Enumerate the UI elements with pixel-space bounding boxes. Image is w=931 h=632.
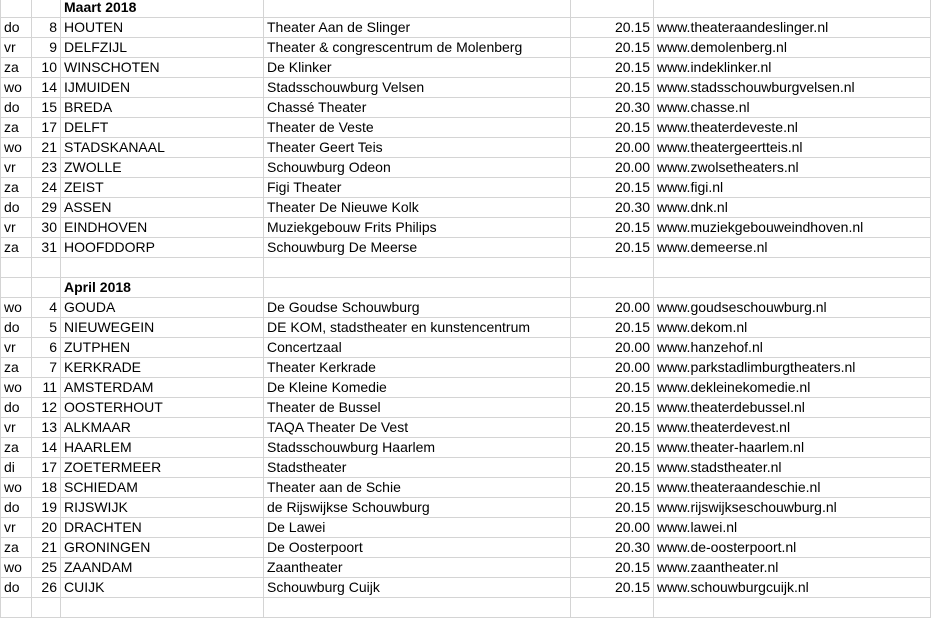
table-row [1,578,931,598]
table-row [1,378,931,398]
cell-weekday[interactable]: za [1,58,32,78]
cell-time[interactable]: 20.30 [571,98,654,118]
table-row [1,398,931,418]
cell-website[interactable]: www.theatergeertteis.nl [654,138,931,158]
cell-city[interactable]: ZWOLLE [61,158,264,178]
cell-weekday[interactable]: vr [1,338,32,358]
cell-website[interactable]: www.hanzehof.nl [654,338,931,358]
cell-time-empty[interactable] [571,258,654,278]
cell-venue[interactable]: de Rijswijkse Schouwburg [264,498,571,518]
cell-city[interactable]: HOUTEN [61,18,264,38]
cell-weekday[interactable]: di [1,458,32,478]
cell-website[interactable]: www.rijswijkseschouwburg.nl [654,498,931,518]
cell-time[interactable]: 20.15 [571,18,654,38]
cell-city-empty[interactable] [61,598,264,618]
cell-venue[interactable]: TAQA Theater De Vest [264,418,571,438]
cell-website[interactable]: www.schouwburgcuijk.nl [654,578,931,598]
cell-weekday[interactable]: za [1,358,32,378]
cell-time-empty[interactable] [571,278,654,298]
cell-date[interactable]: 9 [32,38,61,58]
cell-date-empty[interactable] [32,258,61,278]
month-title[interactable]: Maart 2018 [61,0,264,18]
cell-date-empty[interactable] [32,278,61,298]
table-row [1,158,931,178]
cell-time[interactable]: 20.15 [571,578,654,598]
month-header-row [1,278,931,298]
cell-website[interactable]: www.goudseschouwburg.nl [654,298,931,318]
cell-weekday[interactable]: vr [1,518,32,538]
cell-website[interactable]: www.demeerse.nl [654,238,931,258]
trailing-empty-row [1,598,931,618]
cell-time[interactable]: 20.15 [571,478,654,498]
cell-time[interactable]: 20.30 [571,198,654,218]
table-row [1,238,931,258]
cell-time[interactable]: 20.00 [571,158,654,178]
cell-weekday[interactable]: za [1,238,32,258]
cell-time[interactable]: 20.15 [571,238,654,258]
cell-venue[interactable]: Stadstheater [264,458,571,478]
cell-venue-empty[interactable] [264,278,571,298]
cell-city[interactable]: DELFZIJL [61,38,264,58]
cell-city[interactable]: CUIJK [61,578,264,598]
cell-city[interactable]: SCHIEDAM [61,478,264,498]
table-row [1,458,931,478]
table-row [1,318,931,338]
cell-website[interactable]: www.theater-haarlem.nl [654,438,931,458]
cell-weekday[interactable]: vr [1,38,32,58]
cell-city[interactable]: GRONINGEN [61,538,264,558]
cell-city-empty[interactable] [61,258,264,278]
cell-venue[interactable]: Theater Aan de Slinger [264,18,571,38]
cell-venue[interactable]: Theater & congrescentrum de Molenberg [264,38,571,58]
cell-website[interactable]: www.theaterdeveste.nl [654,118,931,138]
cell-venue[interactable]: DE KOM, stadstheater en kunstencentrum [264,318,571,338]
cell-weekday[interactable]: za [1,538,32,558]
cell-time[interactable]: 20.15 [571,418,654,438]
cell-venue[interactable]: Schouwburg Cuijk [264,578,571,598]
cell-city[interactable]: WINSCHOTEN [61,58,264,78]
table-row [1,418,931,438]
cell-venue[interactable]: Stadsschouwburg Velsen [264,78,571,98]
cell-website[interactable]: www.dekleinekomedie.nl [654,378,931,398]
table-row [1,338,931,358]
cell-website[interactable]: www.theaterdebussel.nl [654,398,931,418]
cell-city[interactable]: KERKRADE [61,358,264,378]
cell-city[interactable]: ZAANDAM [61,558,264,578]
cell-website[interactable]: www.demolenberg.nl [654,38,931,58]
cell-date[interactable]: 31 [32,238,61,258]
cell-time[interactable]: 20.30 [571,538,654,558]
cell-date[interactable]: 7 [32,358,61,378]
cell-weekday[interactable]: wo [1,478,32,498]
cell-website[interactable]: www.chasse.nl [654,98,931,118]
cell-venue-empty[interactable] [264,258,571,278]
cell-venue[interactable]: Muziekgebouw Frits Philips [264,218,571,238]
cell-time-empty[interactable] [571,0,654,18]
cell-city[interactable]: STADSKANAAL [61,138,264,158]
spacer-row [1,258,931,278]
cell-weekday[interactable]: vr [1,218,32,238]
cell-date[interactable]: 12 [32,398,61,418]
cell-date[interactable]: 30 [32,218,61,238]
cell-time[interactable]: 20.15 [571,78,654,98]
cell-date[interactable]: 23 [32,158,61,178]
cell-city[interactable]: DELFT [61,118,264,138]
table-row [1,138,931,158]
cell-city[interactable]: ZUTPHEN [61,338,264,358]
table-row [1,58,931,78]
cell-venue[interactable]: De Lawei [264,518,571,538]
cell-city[interactable]: NIEUWEGEIN [61,318,264,338]
cell-city[interactable]: DRACHTEN [61,518,264,538]
cell-weekday[interactable]: do [1,198,32,218]
cell-website[interactable]: www.stadstheater.nl [654,458,931,478]
cell-venue-empty[interactable] [264,0,571,18]
cell-website[interactable]: www.de-oosterpoort.nl [654,538,931,558]
cell-date[interactable]: 29 [32,198,61,218]
cell-venue[interactable]: De Oosterpoort [264,538,571,558]
cell-venue[interactable]: Chassé Theater [264,98,571,118]
cell-date[interactable]: 5 [32,318,61,338]
cell-website[interactable]: www.lawei.nl [654,518,931,538]
cell-website[interactable]: www.figi.nl [654,178,931,198]
cell-venue[interactable]: Schouwburg Odeon [264,158,571,178]
cell-date[interactable]: 24 [32,178,61,198]
cell-weekday[interactable]: wo [1,78,32,98]
cell-weekday[interactable]: za [1,178,32,198]
cell-weekday[interactable]: wo [1,558,32,578]
month-title[interactable]: April 2018 [61,278,264,298]
cell-website[interactable]: www.stadsschouwburgvelsen.nl [654,78,931,98]
cell-date[interactable]: 21 [32,138,61,158]
cell-time[interactable]: 20.15 [571,558,654,578]
cell-date[interactable]: 21 [32,538,61,558]
cell-time[interactable]: 20.00 [571,358,654,378]
table-row [1,78,931,98]
cell-weekday-empty[interactable] [1,598,32,618]
cell-weekday[interactable]: vr [1,158,32,178]
cell-weekday[interactable]: do [1,398,32,418]
cell-website[interactable]: www.dekom.nl [654,318,931,338]
cell-time[interactable]: 20.15 [571,218,654,238]
cell-date[interactable]: 26 [32,578,61,598]
cell-time[interactable]: 20.00 [571,138,654,158]
cell-weekday[interactable]: do [1,98,32,118]
table-row [1,38,931,58]
cell-website[interactable]: www.theateraandeslinger.nl [654,18,931,38]
table-row [1,538,931,558]
cell-city[interactable]: ALKMAAR [61,418,264,438]
table-row [1,498,931,518]
cell-date[interactable]: 14 [32,78,61,98]
cell-city[interactable]: ASSEN [61,198,264,218]
cell-city[interactable]: BREDA [61,98,264,118]
cell-venue[interactable]: De Klinker [264,58,571,78]
cell-website[interactable]: www.muziekgebouweindhoven.nl [654,218,931,238]
cell-city[interactable]: IJMUIDEN [61,78,264,98]
cell-weekday[interactable]: vr [1,418,32,438]
cell-city[interactable]: AMSTERDAM [61,378,264,398]
cell-time[interactable]: 20.15 [571,118,654,138]
cell-website[interactable]: www.dnk.nl [654,198,931,218]
cell-city[interactable]: HOOFDDORP [61,238,264,258]
cell-venue[interactable]: De Goudse Schouwburg [264,298,571,318]
table-row [1,358,931,378]
cell-date[interactable]: 8 [32,18,61,38]
cell-website[interactable]: www.theaterdevest.nl [654,418,931,438]
cell-venue[interactable]: Theater de Bussel [264,398,571,418]
cell-venue[interactable]: Schouwburg De Meerse [264,238,571,258]
cell-city[interactable]: ZOETERMEER [61,458,264,478]
cell-weekday[interactable]: za [1,118,32,138]
table-row [1,438,931,458]
cell-date[interactable]: 14 [32,438,61,458]
cell-time[interactable]: 20.15 [571,318,654,338]
cell-time[interactable]: 20.15 [571,378,654,398]
cell-website[interactable]: www.indeklinker.nl [654,58,931,78]
cell-venue[interactable]: Theater De Nieuwe Kolk [264,198,571,218]
cell-date[interactable]: 25 [32,558,61,578]
cell-time[interactable]: 20.15 [571,38,654,58]
cell-weekday-empty[interactable] [1,0,32,18]
table-row [1,118,931,138]
cell-date[interactable]: 19 [32,498,61,518]
cell-time[interactable]: 20.00 [571,338,654,358]
cell-time[interactable]: 20.00 [571,298,654,318]
cell-date[interactable]: 4 [32,298,61,318]
cell-time-empty[interactable] [571,598,654,618]
cell-weekday[interactable]: wo [1,298,32,318]
cell-date-empty[interactable] [32,598,61,618]
cell-time[interactable]: 20.15 [571,498,654,518]
cell-date[interactable]: 17 [32,458,61,478]
month-header-row [1,0,931,18]
cell-website-empty[interactable] [654,598,931,618]
cell-venue[interactable]: De Kleine Komedie [264,378,571,398]
cell-website-empty[interactable] [654,258,931,278]
cell-city[interactable]: GOUDA [61,298,264,318]
cell-venue[interactable]: Figi Theater [264,178,571,198]
table-row [1,558,931,578]
cell-date[interactable]: 6 [32,338,61,358]
cell-venue[interactable]: Theater de Veste [264,118,571,138]
cell-time[interactable]: 20.15 [571,58,654,78]
sheet-body [1,0,931,618]
cell-time[interactable]: 20.15 [571,458,654,478]
table-row [1,298,931,318]
cell-website[interactable]: www.theateraandeschie.nl [654,478,931,498]
cell-city[interactable]: ZEIST [61,178,264,198]
cell-date[interactable]: 11 [32,378,61,398]
table-row [1,518,931,538]
cell-weekday[interactable]: wo [1,378,32,398]
cell-time[interactable]: 20.15 [571,438,654,458]
cell-date[interactable]: 10 [32,58,61,78]
cell-time[interactable]: 20.15 [571,178,654,198]
cell-weekday-empty[interactable] [1,258,32,278]
cell-website-empty[interactable] [654,0,931,18]
cell-website[interactable]: www.zaantheater.nl [654,558,931,578]
cell-weekday[interactable]: do [1,318,32,338]
table-row [1,18,931,38]
cell-date[interactable]: 15 [32,98,61,118]
cell-venue-empty[interactable] [264,598,571,618]
cell-venue[interactable]: Stadsschouwburg Haarlem [264,438,571,458]
cell-date[interactable]: 18 [32,478,61,498]
cell-date[interactable]: 13 [32,418,61,438]
cell-weekday[interactable]: do [1,578,32,598]
cell-venue[interactable]: Concertzaal [264,338,571,358]
cell-city[interactable]: RIJSWIJK [61,498,264,518]
cell-website[interactable]: www.parkstadlimburgtheaters.nl [654,358,931,378]
cell-city[interactable]: EINDHOVEN [61,218,264,238]
cell-date[interactable]: 20 [32,518,61,538]
cell-city[interactable]: OOSTERHOUT [61,398,264,418]
cell-weekday-empty[interactable] [1,278,32,298]
cell-venue[interactable]: Theater Geert Teis [264,138,571,158]
table-row [1,198,931,218]
cell-weekday[interactable]: za [1,438,32,458]
cell-city[interactable]: HAARLEM [61,438,264,458]
cell-weekday[interactable]: do [1,18,32,38]
table-row [1,218,931,238]
table-row [1,478,931,498]
table-row [1,98,931,118]
cell-date[interactable]: 17 [32,118,61,138]
cell-venue[interactable]: Theater aan de Schie [264,478,571,498]
table-row [1,178,931,198]
cell-venue[interactable]: Theater Kerkrade [264,358,571,378]
cell-venue[interactable]: Zaantheater [264,558,571,578]
cell-date-empty[interactable] [32,0,61,18]
cell-time[interactable]: 20.00 [571,518,654,538]
cell-weekday[interactable]: wo [1,138,32,158]
cell-website[interactable]: www.zwolsetheaters.nl [654,158,931,178]
cell-website-empty[interactable] [654,278,931,298]
cell-time[interactable]: 20.15 [571,398,654,418]
cell-weekday[interactable]: do [1,498,32,518]
